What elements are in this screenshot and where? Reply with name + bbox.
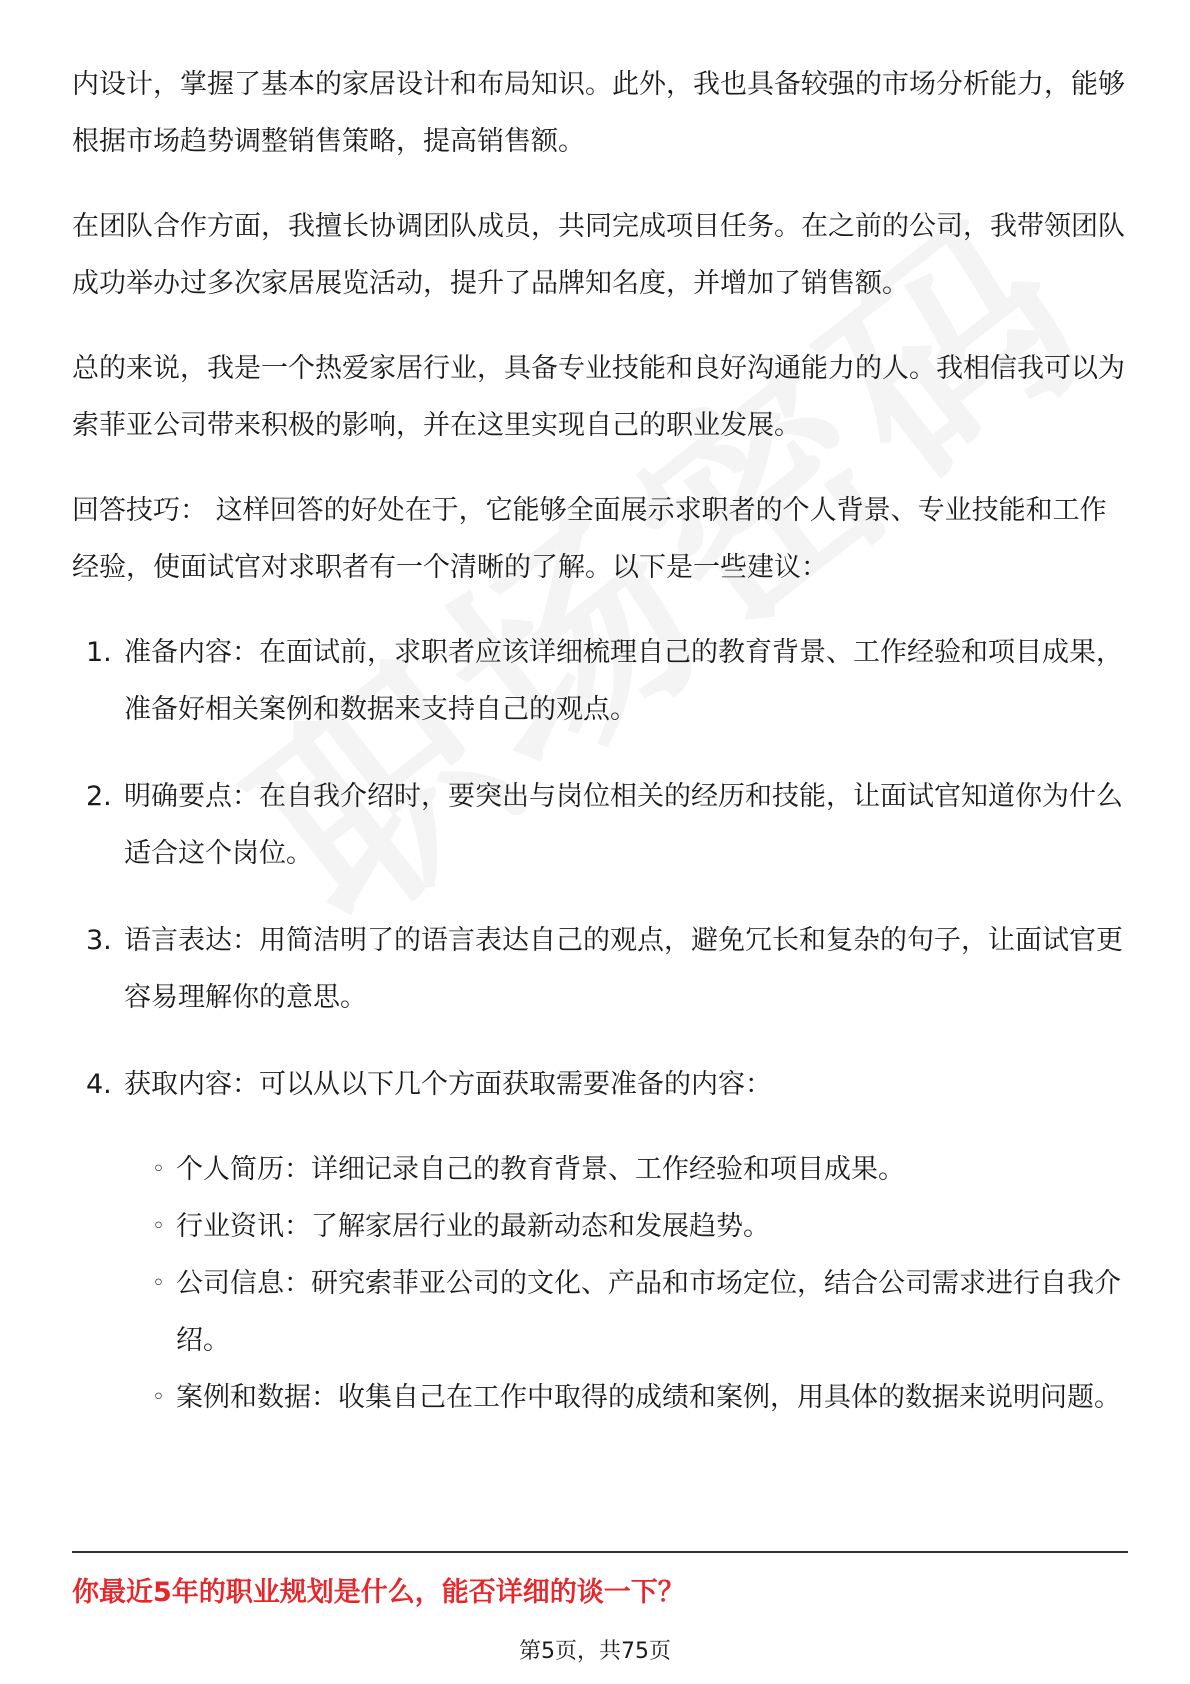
list-item-text: 准备内容：在面试前，求职者应该详细梳理自己的教育背景、工作经验和项目成果，准备好相关案例和数据来支持自己的观点。 — [124, 637, 1123, 725]
sub-list-item-text: 行业资讯：了解家居行业的最新动态和发展趋势。 — [176, 1211, 770, 1242]
list-number: 1. — [86, 637, 112, 668]
list-item-text: 获取内容：可以从以下几个方面获取需要准备的内容： — [124, 1069, 772, 1100]
list-item — [72, 624, 1128, 738]
sub-list-item-text: 案例和数据：收集自己在工作中取得的成绩和案例，用具体的数据来说明问题。 — [176, 1382, 1121, 1413]
paragraph: 在团队合作方面，我擅长协调团队成员，共同完成项目任务。在之前的公司，我带领团队成功举办过多次家居展览活动，提升了品牌知名度，并增加了销售额。 — [72, 211, 1125, 299]
next-question-heading: 你最近5年的职业规划是什么，能否详细的谈一下？ — [72, 1577, 685, 1608]
list-number: 2. — [86, 781, 112, 812]
divider — [72, 1551, 1128, 1553]
sub-list-item-text: 公司信息：研究索菲亚公司的文化、产品和市场定位，结合公司需求进行自我介绍。 — [176, 1268, 1121, 1356]
list-item-text: 语言表达：用简洁明了的语言表达自己的观点，避免冗长和复杂的句子，让面试官更容易理解你的意思。 — [124, 925, 1123, 1013]
paragraph: 总的来说，我是一个热爱家居行业，具备专业技能和良好沟通能力的人。我相信我可以为索菲亚公司带来积极的影响，并在这里实现自己的职业发展。 — [72, 353, 1125, 441]
answer-tips-intro: 回答技巧： 这样回答的好处在于，它能够全面展示求职者的个人背景、专业技能和工作经验，使面试官对求职者有一个清晰的了解。以下是一些建议： — [72, 495, 1107, 583]
paragraph: 内设计，掌握了基本的家居设计和布局知识。此外，我也具备较强的市场分析能力，能够根据市场趋势调整销售策略，提高销售额。 — [72, 69, 1125, 157]
sub-list — [124, 1141, 1128, 1426]
list-item-text: 明确要点：在自我介绍时，要突出与岗位相关的经历和技能，让面试官知道你为什么适合这个岗位。 — [124, 781, 1123, 869]
list-number: 4. — [86, 1069, 112, 1100]
list-item — [72, 768, 1128, 882]
sub-list-item — [124, 1141, 1128, 1198]
page-footer: 第5页，共75页 — [519, 1639, 671, 1664]
sub-list-item — [124, 1255, 1128, 1369]
bullet-icon: ◦ — [152, 1157, 165, 1182]
list-item — [72, 1056, 1128, 1426]
list-item — [72, 912, 1128, 1026]
bullet-icon: ◦ — [152, 1385, 165, 1410]
bullet-icon: ◦ — [152, 1214, 165, 1239]
list-number: 3. — [86, 925, 112, 956]
sub-list-item-text: 个人简历：详细记录自己的教育背景、工作经验和项目成果。 — [176, 1154, 905, 1185]
sub-list-item — [124, 1198, 1128, 1255]
document-body — [72, 56, 1128, 1456]
sub-list-item — [124, 1369, 1128, 1426]
tips-list — [72, 624, 1128, 1426]
bullet-icon: ◦ — [152, 1271, 165, 1296]
